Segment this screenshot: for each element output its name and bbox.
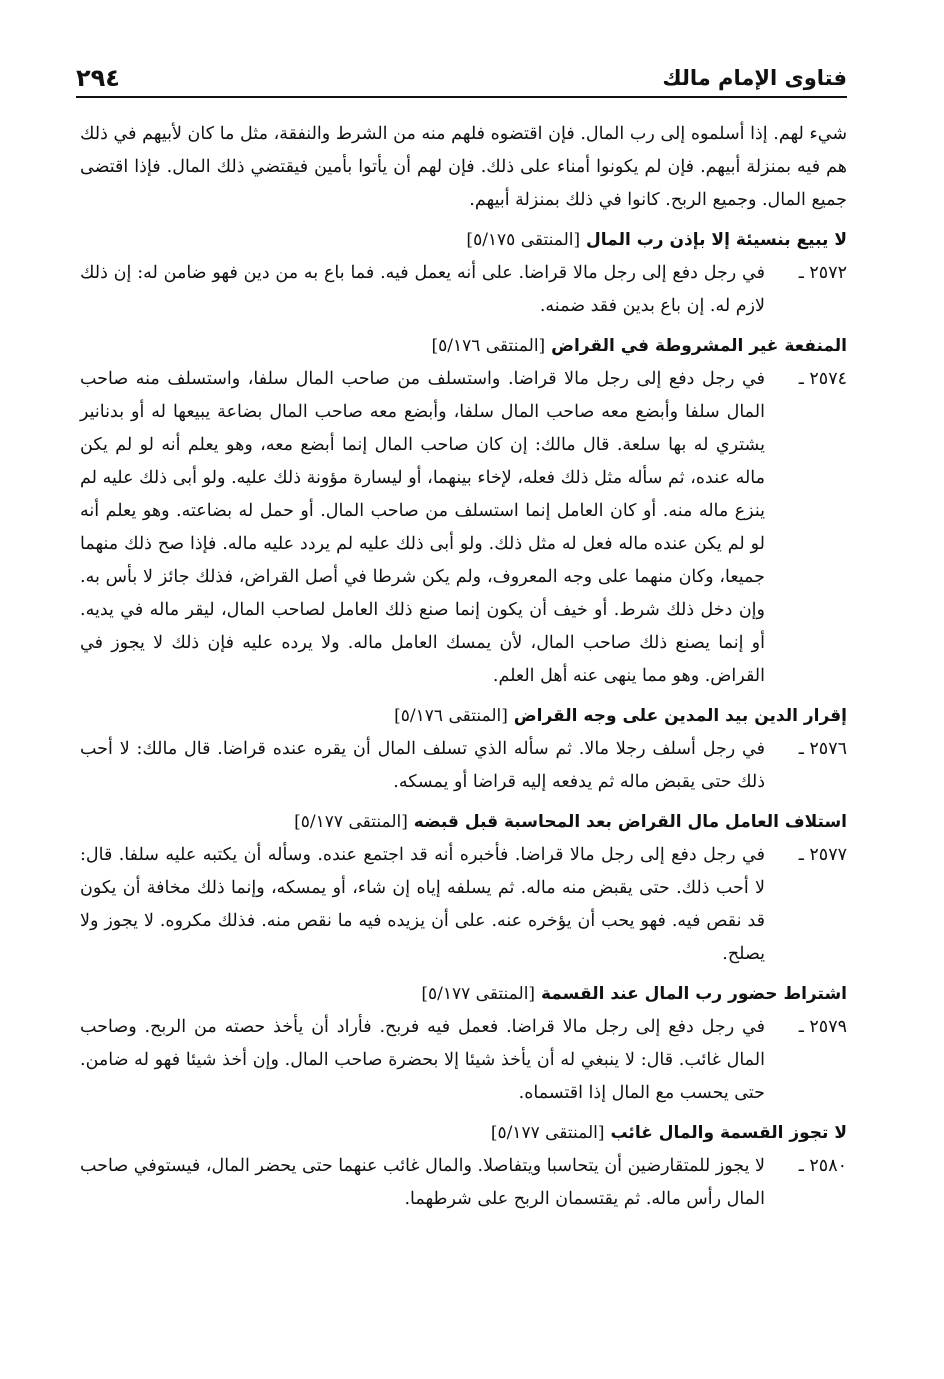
section <box>80 1116 847 1216</box>
heading-text: لا يبيع بنسيئة إلا بإذن رب المال <box>586 230 847 250</box>
heading-text: لا تجوز القسمة والمال غائب <box>610 1123 847 1143</box>
heading-reference: [المنتقى ٥/١٧٧] <box>421 984 536 1004</box>
section-heading <box>80 805 847 839</box>
entry-number: ٢٥٨٠ ـ <box>798 1156 847 1176</box>
entry-text: في رجل دفع إلى رجل مالا قراضا. واستسلف من صاحب المال سلفا، واستسلف منه صاحب المال سلفا وأبضع معه صاحب المال سلفا، وأبضع معه صاحب المال بضاعة يبيعها له أو بدنانير يشتري له بها سلعة. قال مالك: إن كان صاحب المال إنما أبضع معه، وهو يعلم أنه لو لم يكن ماله عنده، ثم سأله مثل ذلك فعله، لإخاء بينهما، أو ليسارة مؤونة ذلك عليه. ولو أبى ذلك عليه لم ينزع ماله منه. أو كان العامل إنما استسلف من صاحب المال. أو حمل له بضاعته. وهو يعلم أنه لو لم يكن عنده ماله فعل له مثل ذلك. ولو أبى ذلك عليه لم يردد عليه ماله. فإذا صح ذلك منهما جميعا، وكان منهما على وجه المعروف، ولم يكن شرطا في أصل القراض، فذلك جائز لا بأس به. وإن دخل ذلك شرط. أو خيف أن يكون إنما صنع ذلك العامل لصاحب المال، ليقر ماله في يديه. أو إنما يصنع ذلك صاحب المال، لأن يمسك العامل ماله. ولا يرده عليه فإن ذلك لا يجوز في القراض. وهو مما ينهى عنه أهل العلم. <box>80 369 765 686</box>
fatwa-entry <box>80 1011 847 1110</box>
page-body <box>80 118 847 1216</box>
fatwa-entry <box>80 1150 847 1216</box>
heading-text: المنفعة غير المشروطة في القراض <box>551 336 847 356</box>
intro-paragraph: شيء لهم. إذا أسلموه إلى رب المال. فإن اقتضوه فلهم منه من الشرط والنفقة، مثل ما كان لأبيهم في ذلك هم فيه بمنزلة أبيهم. فإن لم يكونوا أمناء على ذلك. فإن لهم أن يأتوا بأمين فيقتضي ذلك المال. فإذا اقتضى جميع المال. وجميع الربح. كانوا في ذلك بمنزلة أبيهم. <box>80 124 847 210</box>
section-heading <box>80 977 847 1011</box>
entry-text: في رجل أسلف رجلا مالا. ثم سأله الذي تسلف المال أن يقره عنده قراضا. قال مالك: لا أحب ذلك حتى يقبض ماله ثم يدفعه إليه قراضا أو يمسكه. <box>80 739 765 792</box>
entry-number: ٢٥٧٤ ـ <box>798 369 847 389</box>
entry-number: ٢٥٧٦ ـ <box>798 739 847 759</box>
fatwa-entry <box>80 733 847 799</box>
entry-text: في رجل دفع إلى رجل مالا قراضا. فعمل فيه فربح. فأراد أن يأخذ حصته من الربح. وصاحب المال غائب. قال: لا ينبغي له أن يأخذ شيئا إلا بحضرة صاحب المال. وإن أخذ شيئا فهو له ضامن. حتى يحسب مع المال إذا اقتسماه. <box>80 1017 765 1103</box>
heading-reference: [المنتقى ٥/١٧٥] <box>466 230 581 250</box>
heading-reference: [المنتقى ٥/١٧٧] <box>294 812 408 832</box>
page-number: ٢٩٤ <box>76 64 120 92</box>
book-title: فتاوى الإمام مالك <box>662 66 847 90</box>
entry-number: ٢٥٧٩ ـ <box>798 1017 847 1037</box>
entry-number: ٢٥٧٢ ـ <box>798 263 847 283</box>
fatwa-entry <box>80 257 847 323</box>
heading-text: إقرار الدين بيد المدين على وجه القراض <box>513 706 847 726</box>
heading-reference: [المنتقى ٥/١٧٦] <box>431 336 546 356</box>
section <box>80 805 847 971</box>
entry-text: في رجل دفع إلى رجل مالا قراضا. على أنه يعمل فيه. فما باع به من دين فهو ضامن له: إن ذلك لازم له. إن باع بدين فقد ضمنه. <box>80 263 765 316</box>
fatwa-entry <box>80 363 847 693</box>
section <box>80 223 847 323</box>
heading-reference: [المنتقى ٥/١٧٦] <box>394 706 508 726</box>
section-heading <box>80 1116 847 1150</box>
fatwa-entry <box>80 839 847 971</box>
section-heading <box>80 223 847 257</box>
page-header <box>76 60 847 98</box>
section <box>80 977 847 1110</box>
heading-reference: [المنتقى ٥/١٧٧] <box>490 1123 605 1143</box>
section <box>80 699 847 799</box>
entry-number: ٢٥٧٧ ـ <box>798 845 847 865</box>
section-heading <box>80 699 847 733</box>
heading-text: اشتراط حضور رب المال عند القسمة <box>540 984 847 1004</box>
entry-text: لا يجوز للمتقارضين أن يتحاسبا ويتفاصلا. والمال غائب عنهما حتى يحضر المال، فيستوفي صاحب المال رأس ماله. ثم يقتسمان الربح على شرطهما. <box>80 1156 765 1209</box>
entry-text: في رجل دفع إلى رجل مالا قراضا. فأخبره أنه قد اجتمع عنده. وسأله أن يكتبه عليه سلفا. قال: لا أحب ذلك. حتى يقبض منه ماله. ثم يسلفه إياه إن شاء، أو يمسكه، وإنما ذلك مخافة أن يكون قد نقص فيه. فهو يحب أن يؤخره عنه. على أن يزيده فيه ما نقص منه. فذلك مكروه. لا يجوز ولا يصلح. <box>80 845 765 964</box>
section-heading <box>80 329 847 363</box>
section <box>80 329 847 693</box>
heading-text: استلاف العامل مال القراض بعد المحاسبة قبل قبضه <box>413 812 847 832</box>
